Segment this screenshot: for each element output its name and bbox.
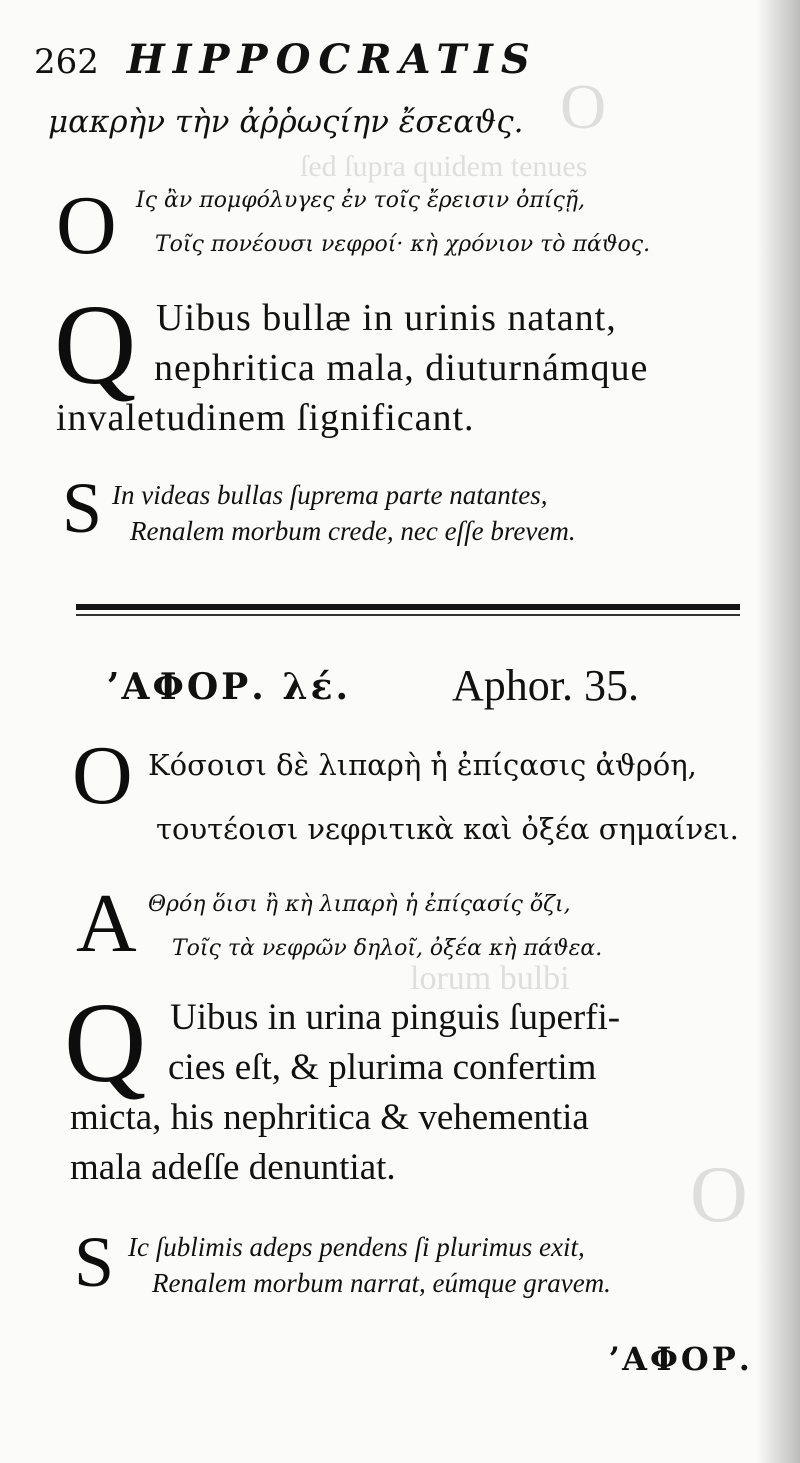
greek-drop-cap: O (56, 179, 117, 272)
greek-line: Ις ἂν πομφόλυγες ἐν τοῖς ἔρεισιν ὀπίςῇ, (136, 188, 586, 213)
catchword: ʼΑΦΟΡ. (608, 1340, 753, 1378)
verse-drop-cap: S (74, 1222, 115, 1302)
latin-line: micta, his nephritica & vehementia (70, 1097, 589, 1138)
latin-line: Uibus bullæ in urinis natant, (156, 297, 617, 339)
running-head (34, 36, 538, 83)
page-edge-shadow (756, 0, 800, 1463)
verse-drop-cap: S (62, 468, 103, 548)
show-through: O (560, 71, 607, 142)
greek-line: Κόσοισι δὲ λιπαρὴ ἡ ἐπίςασις ἀϑρόη, (148, 748, 697, 782)
latin-line: Uibus in urina pinguis ſuperfi- (170, 997, 621, 1038)
greek-drop-cap: O (72, 729, 133, 822)
latin-line: nephritica mala, diuturnámque (154, 347, 649, 389)
verse-line: Ic ſublimis adeps pendens ſi plurimus exit, (128, 1232, 585, 1262)
latin-line: cies eſt, & plurima confertim (168, 1047, 597, 1088)
book-title: HIPPOCRATIS (126, 36, 538, 83)
latin-aphorism-heading: Aphor. 35. (452, 661, 639, 710)
greek-continuation: μακρὴν τὴν ἀῤῥωςίην ἔσεαϑς. (48, 104, 524, 140)
latin-drop-cap: Q (64, 979, 147, 1106)
section-divider (76, 604, 740, 610)
greek-verse-line: Τοῖς τὰ νεφρῶν δηλοῖ, ὀξέα κὴ πάϑεα. (172, 936, 603, 961)
latin-line: mala adeſſe denuntiat. (70, 1147, 396, 1188)
greek-aphorism-heading: ʼΑΦΟΡ. λέ. (106, 666, 351, 708)
latin-line: invaletudinem ſignificant. (56, 397, 475, 439)
verse-line: Renalem morbum narrat, eúmque gravem. (152, 1268, 611, 1298)
show-through: O (690, 1151, 748, 1239)
greek-line: τουτέοισι νεφριτικὰ καὶ ὀξέα σημαίνει. (156, 812, 739, 846)
greek-verse-drop-cap: A (76, 877, 137, 970)
section-divider-thin (76, 614, 740, 616)
show-through: lorum bulbi (410, 960, 570, 997)
greek-verse-line: Θρόη ὅισι ἢ κὴ λιπαρὴ ἡ ἐπίςασίς ὄζι, (148, 892, 571, 917)
latin-drop-cap: Q (54, 281, 137, 408)
greek-line: Τοῖς πονέουσι νεφροί· κὴ χρόνιον τὸ πάϑος. (155, 232, 651, 257)
page-number: 262 (34, 42, 99, 82)
show-through: ſed ſupra quidem tenues (300, 150, 588, 183)
verse-line: In videas bullas ſuprema parte natantes, (112, 480, 548, 510)
verse-line: Renalem morbum crede, nec eſſe brevem. (130, 516, 576, 546)
